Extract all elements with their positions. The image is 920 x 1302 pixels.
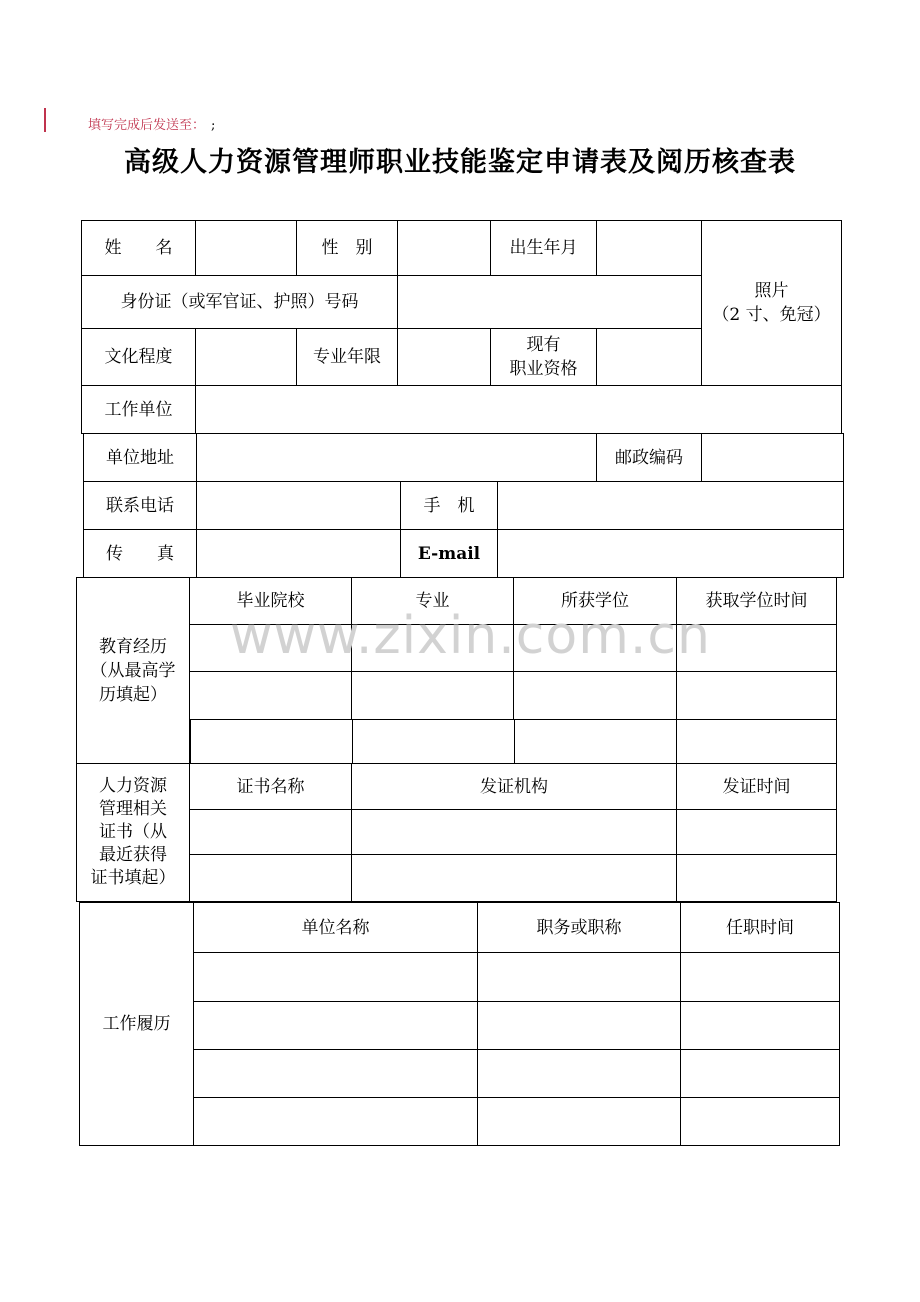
workplace-label: 工作单位 (81, 385, 196, 434)
certificate-header-date: 发证时间 (676, 763, 837, 810)
work-row2-period[interactable] (680, 1001, 840, 1050)
work-row1-period[interactable] (680, 952, 840, 1002)
certificate-label-line4: 最近获得 (99, 845, 167, 865)
email-label: E-mail (400, 529, 498, 578)
send-to-note (88, 114, 215, 133)
current-qualification-line1: 现有 (526, 335, 561, 355)
fax-label: 传 真 (83, 529, 197, 578)
mobile-label: 手 机 (400, 481, 498, 530)
name-label: 姓 名 (81, 220, 196, 276)
current-qualification-label (490, 328, 597, 386)
certificate-label-line5: 证书填起） (90, 868, 176, 888)
phone-label: 联系电话 (83, 481, 197, 530)
education-label-line1: 教育经历 (99, 636, 167, 657)
work-row4-period[interactable] (680, 1097, 840, 1146)
education-header-school: 毕业院校 (189, 577, 352, 625)
address-label: 单位地址 (83, 433, 197, 482)
education-row2-school[interactable] (189, 671, 352, 720)
photo-label: 照片 (754, 281, 789, 301)
work-section-label: 工作履历 (79, 902, 194, 1146)
photo-size-note: （2 寸、免冠） (712, 305, 831, 325)
education-level-label: 文化程度 (81, 328, 196, 386)
mobile-field[interactable] (497, 481, 844, 530)
watermark: www.zixin.com.cn (230, 606, 711, 666)
fax-field[interactable] (196, 529, 401, 578)
education-row2-major[interactable] (351, 671, 514, 720)
postcode-field[interactable] (701, 433, 844, 482)
education-row2-degree[interactable] (513, 671, 677, 720)
gender-field[interactable] (397, 220, 491, 276)
photo-box[interactable] (701, 220, 842, 386)
work-row1-position[interactable] (477, 952, 681, 1002)
education-header-degree-date: 获取学位时间 (676, 577, 837, 625)
certificate-row2-issuer[interactable] (351, 854, 677, 902)
work-row4-position[interactable] (477, 1097, 681, 1146)
margin-bar (44, 108, 46, 132)
work-row1-company[interactable] (193, 952, 478, 1002)
certificate-row1-name[interactable] (189, 809, 352, 855)
work-row2-position[interactable] (477, 1001, 681, 1050)
id-number-label: 身份证（或军官证、护照）号码 (81, 275, 398, 329)
work-header-company: 单位名称 (193, 902, 478, 953)
work-row3-company[interactable] (193, 1049, 478, 1098)
certificate-row2-date[interactable] (676, 854, 837, 902)
name-field[interactable] (195, 220, 297, 276)
certificate-row2-name[interactable] (189, 854, 352, 902)
workplace-field[interactable] (195, 385, 842, 434)
email-field[interactable] (497, 529, 844, 578)
phone-field[interactable] (196, 481, 401, 530)
gender-label: 性 别 (296, 220, 398, 276)
education-row2-date[interactable] (676, 671, 837, 720)
send-to-label: 填写完成后发送至： (88, 118, 206, 133)
send-to-semicolon: ; (211, 118, 216, 133)
birth-field[interactable] (596, 220, 702, 276)
work-row2-company[interactable] (193, 1001, 478, 1050)
education-header-degree: 所获学位 (513, 577, 677, 625)
education-label-line2: （从最高学 (90, 660, 176, 681)
years-in-major-field[interactable] (397, 328, 491, 386)
form-title: 高级人力资源管理师职业技能鉴定申请表及阅历核查表 (124, 147, 796, 178)
certificate-header-name: 证书名称 (189, 763, 352, 810)
certificate-header-issuer: 发证机构 (351, 763, 677, 810)
address-field[interactable] (196, 433, 597, 482)
certificate-section-label (76, 763, 190, 902)
education-section-label (76, 577, 190, 764)
education-label-line3: 历填起） (99, 684, 167, 705)
id-number-field[interactable] (397, 275, 702, 329)
years-in-major-label: 专业年限 (296, 328, 398, 386)
work-header-period: 任职时间 (680, 902, 840, 953)
work-row4-company[interactable] (193, 1097, 478, 1146)
certificate-row1-issuer[interactable] (351, 809, 677, 855)
education-row3-major[interactable] (352, 719, 515, 764)
education-row3-date[interactable] (676, 719, 837, 764)
education-row3-school[interactable] (190, 719, 353, 764)
current-qualification-field[interactable] (596, 328, 702, 386)
education-level-field[interactable] (195, 328, 297, 386)
certificate-label-line2: 管理相关 (99, 799, 167, 819)
work-row3-period[interactable] (680, 1049, 840, 1098)
work-row3-position[interactable] (477, 1049, 681, 1098)
work-header-position: 职务或职称 (477, 902, 681, 953)
birth-label: 出生年月 (490, 220, 597, 276)
certificate-label-line1: 人力资源 (99, 776, 167, 796)
certificate-label-line3: 证书（从 (99, 822, 167, 842)
education-header-major: 专业 (351, 577, 514, 625)
certificate-row1-date[interactable] (676, 809, 837, 855)
postcode-label: 邮政编码 (596, 433, 702, 482)
education-row3-degree[interactable] (514, 719, 677, 764)
current-qualification-line2: 职业资格 (509, 359, 578, 379)
